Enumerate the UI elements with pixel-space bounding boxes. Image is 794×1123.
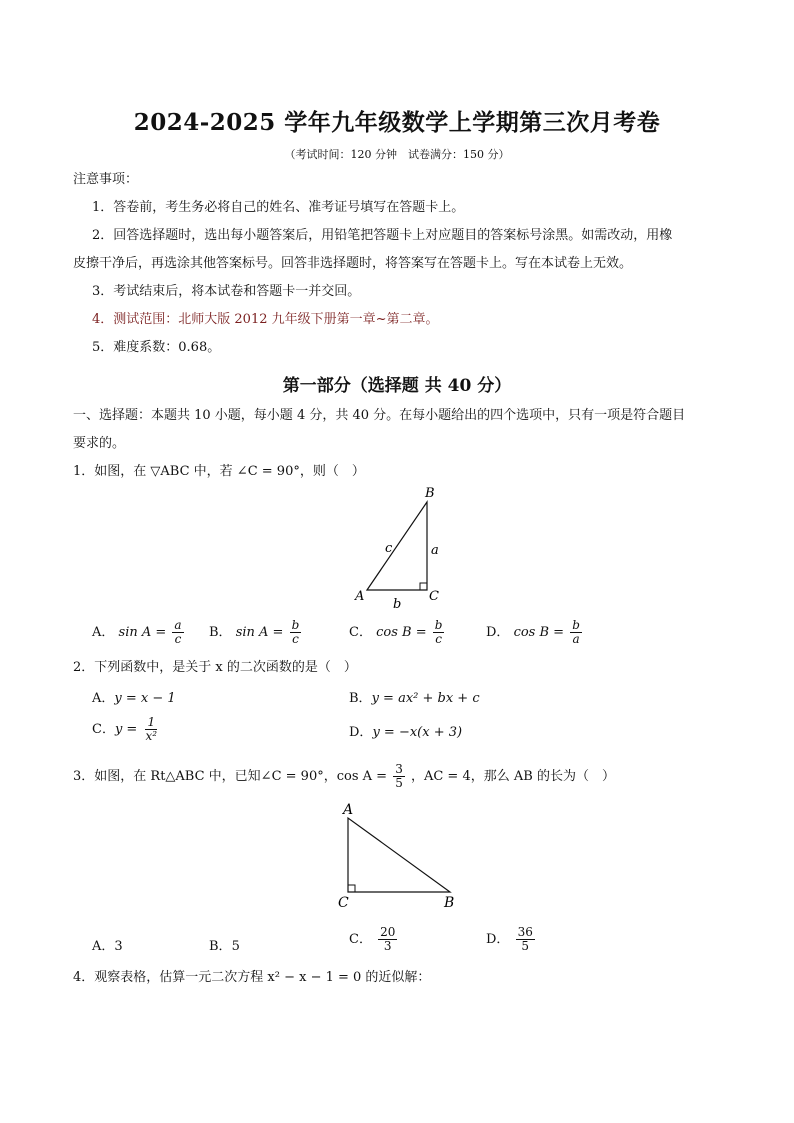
q3-option-b[interactable]: B．5 <box>209 939 240 954</box>
question-3-stem: 3．如图，在 Rt△ABC 中，已知∠C = 90°，cos A = $\frac{3}{5}$ ，AC = 4，那么 AB 的长为（ ） <box>73 762 615 790</box>
note-2-cont: 皮擦干净后，再选涂其他答案标号。回答非选择题时，将答案写在答题卡上。写在本试卷上无效。 <box>73 256 633 271</box>
label-side-b: b <box>393 597 402 612</box>
label-vertex-b: B <box>425 486 435 501</box>
note-4-scope: 4．测试范围：北师大版 2012 九年级下册第一章~第二章。 <box>92 312 439 327</box>
question-2-stem: 2．下列函数中，是关于 x 的二次函数的是（ ） <box>73 660 357 675</box>
q1-option-d[interactable]: D． cos B = $\frac{b}{a}$ <box>486 618 580 646</box>
note-5-difficulty: 5．难度系数：0.68。 <box>92 340 221 355</box>
section-intro-cont: 要求的。 <box>73 436 126 451</box>
question-1-triangle-figure <box>345 482 455 612</box>
q1-option-b[interactable]: B． sin A = $\frac{b}{c}$ <box>209 618 300 646</box>
label-vertex-b: B <box>444 895 455 911</box>
section-title: 第一部分（选择题 共 40 分） <box>282 376 512 396</box>
triangle-abc <box>367 502 427 590</box>
label-vertex-c: C <box>338 895 349 911</box>
right-angle-mark <box>420 583 427 590</box>
note-2: 2．回答选择题时，选出每小题答案后，用铅笔把答题卡上对应题目的答案标号涂黑。如需改动，用橡 <box>92 228 673 243</box>
label-side-a: a <box>431 543 439 558</box>
label-vertex-a: A <box>343 802 354 818</box>
question-3-triangle-figure <box>333 800 463 915</box>
q3-option-a[interactable]: A．3 <box>92 939 123 954</box>
q2-option-a[interactable]: A．y = x − 1 <box>92 691 176 706</box>
q1-option-a[interactable]: A． sin A = $\frac{a}{c}$ <box>92 618 182 646</box>
exam-info: （考试时间：120 分钟 试卷满分：150 分） <box>284 148 510 161</box>
label-vertex-a: A <box>355 589 365 604</box>
page-title: 2024-2025 学年九年级数学上学期第三次月考卷 <box>133 109 661 136</box>
right-angle-mark <box>348 885 355 892</box>
q3-option-c[interactable]: C． $\frac{20}{3}$ <box>349 925 396 953</box>
label-vertex-c: C <box>429 589 439 604</box>
note-3: 3．考试结束后，将本试卷和答题卡一并交回。 <box>92 284 361 299</box>
question-1-stem: 1．如图，在 ▽ABC 中，若 ∠C = 90°，则（ ） <box>73 464 365 479</box>
q3-option-d[interactable]: D． $\frac{36}{5}$ <box>486 925 533 953</box>
q1-option-c[interactable]: C． cos B = $\frac{b}{c}$ <box>349 618 443 646</box>
q2-option-c[interactable]: C．y = $\frac{1}{\text{x²}}$ <box>92 715 158 743</box>
triangle-abc <box>348 818 450 892</box>
question-4-stem: 4．观察表格，估算一元二次方程 x² − x − 1 = 0 的近似解： <box>73 970 431 985</box>
q2-option-d[interactable]: D．y = −x(x + 3) <box>349 725 463 740</box>
q2-option-b[interactable]: B．y = ax² + bx + c <box>349 691 480 706</box>
note-1: 1．答卷前，考生务必将自己的姓名、准考证号填写在答题卡上。 <box>92 200 465 215</box>
section-intro: 一、选择题：本题共 10 小题，每小题 4 分，共 40 分。在每小题给出的四个选项中，只有一项是符合题目 <box>73 408 686 423</box>
label-side-c: c <box>385 541 393 556</box>
notes-heading: 注意事项： <box>73 172 139 187</box>
